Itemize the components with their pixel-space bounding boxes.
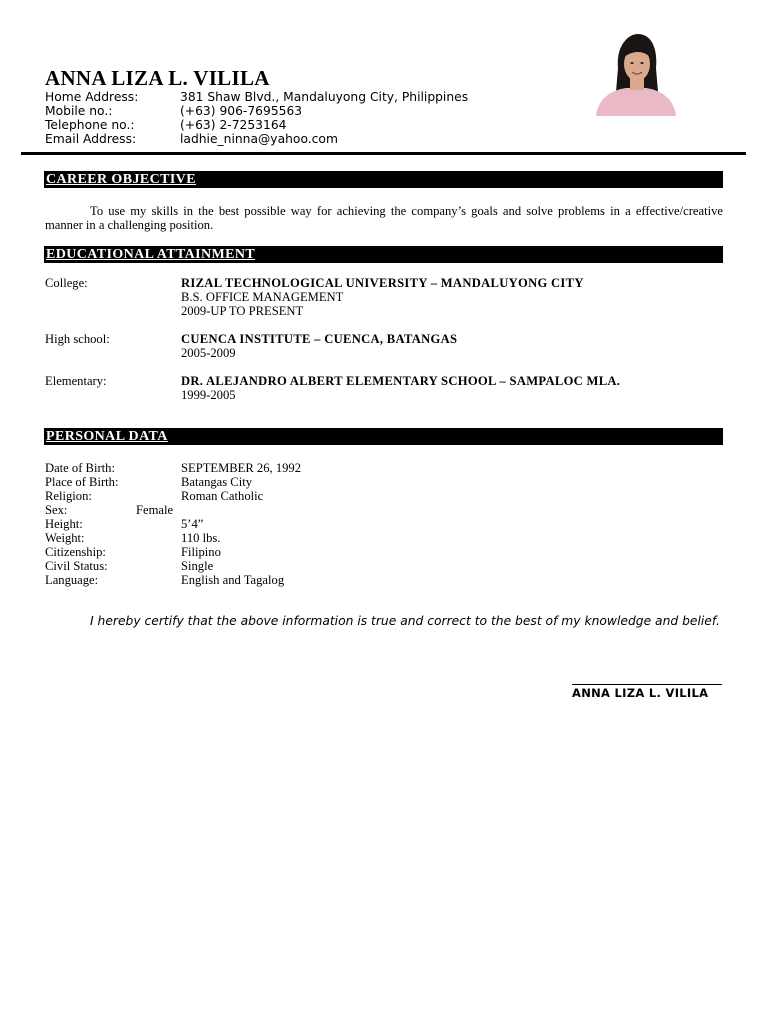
- personal-row-language: [45, 573, 545, 587]
- education-detail: B.S. OFFICE MANAGEMENT: [181, 290, 344, 304]
- contact-label: Home Address:: [45, 90, 139, 104]
- personal-row-date-of-birth: [45, 461, 545, 475]
- personal-row-sex: [45, 503, 545, 517]
- contact-row-home-address: [45, 90, 468, 104]
- contact-row-email: [45, 132, 468, 146]
- contact-value: 381 Shaw Blvd., Mandaluyong City, Philippines: [180, 90, 469, 104]
- education-years: 1999-2005: [181, 388, 236, 402]
- personal-value: Roman Catholic: [181, 489, 264, 503]
- personal-row-place-of-birth: [45, 475, 545, 489]
- section-title: PERSONAL DATA: [46, 429, 168, 444]
- education-years: 2005-2009: [181, 346, 236, 360]
- personal-data-list: [45, 461, 545, 587]
- personal-row-religion: [45, 489, 545, 503]
- applicant-name: ANNA LIZA L. VILILA: [45, 66, 270, 90]
- contact-label: Email Address:: [45, 132, 137, 146]
- section-header-career-objective: [44, 171, 723, 188]
- signature-line: [572, 684, 722, 685]
- school-name: CUENCA INSTITUTE – CUENCA, BATANGAS: [181, 332, 458, 346]
- education-level-label: Elementary:: [45, 374, 107, 388]
- personal-label: Religion:: [45, 489, 92, 503]
- personal-value: Filipino: [181, 545, 221, 559]
- school-name: DR. ALEJANDRO ALBERT ELEMENTARY SCHOOL – SAMPALOC MLA.: [181, 374, 621, 388]
- personal-row-civil-status: [45, 559, 545, 573]
- school-name: RIZAL TECHNOLOGICAL UNIVERSITY – MANDALUYONG CITY: [181, 276, 584, 290]
- personal-row-height: [45, 517, 545, 531]
- personal-label: Citizenship:: [45, 545, 106, 559]
- contact-label: Mobile no.:: [45, 104, 113, 118]
- section-title: CAREER OBJECTIVE: [46, 172, 196, 187]
- section-header-education: [44, 246, 723, 263]
- person-photo-icon: [592, 28, 680, 116]
- personal-label: Weight:: [45, 531, 85, 545]
- personal-label: Date of Birth:: [45, 461, 115, 475]
- personal-value: Female: [136, 503, 174, 517]
- personal-row-citizenship: [45, 545, 545, 559]
- personal-label: Language:: [45, 573, 99, 587]
- contact-value: (+63) 906-7695563: [180, 104, 303, 118]
- education-level-label: High school:: [45, 332, 110, 346]
- contact-info: [45, 90, 468, 146]
- section-header-personal-data: [44, 428, 723, 445]
- contact-value: ladhie_ninna@yahoo.com: [180, 132, 338, 146]
- contact-row-telephone: [45, 118, 468, 132]
- header-divider: [21, 152, 746, 155]
- education-years: 2009-UP TO PRESENT: [181, 304, 304, 318]
- signature-name: ANNA LIZA L. VILILA: [572, 686, 709, 700]
- section-title: EDUCATIONAL ATTAINMENT: [46, 247, 256, 262]
- personal-value: SEPTEMBER 26, 1992: [181, 461, 302, 475]
- personal-value: 110 lbs.: [181, 531, 221, 545]
- personal-label: Height:: [45, 517, 83, 531]
- certification-statement: I hereby certify that the above information is true and correct to the best of my knowledge and belief.: [90, 614, 720, 628]
- contact-row-mobile: [45, 104, 468, 118]
- personal-label: Civil Status:: [45, 559, 108, 573]
- personal-label: Place of Birth:: [45, 475, 119, 489]
- personal-row-weight: [45, 531, 545, 545]
- personal-value: Single: [181, 559, 214, 573]
- personal-value: English and Tagalog: [181, 573, 285, 587]
- personal-value: Batangas City: [181, 475, 253, 489]
- career-objective-text: To use my skills in the best possible way for achieving the company’s goals and solve problems in a effective/creative manner in a challenging position.: [45, 204, 723, 232]
- personal-label: Sex:: [45, 503, 68, 517]
- education-level-label: College:: [45, 276, 88, 290]
- contact-value: (+63) 2-7253164: [180, 118, 287, 132]
- personal-value: 5’4”: [181, 517, 204, 531]
- contact-label: Telephone no.:: [45, 118, 135, 132]
